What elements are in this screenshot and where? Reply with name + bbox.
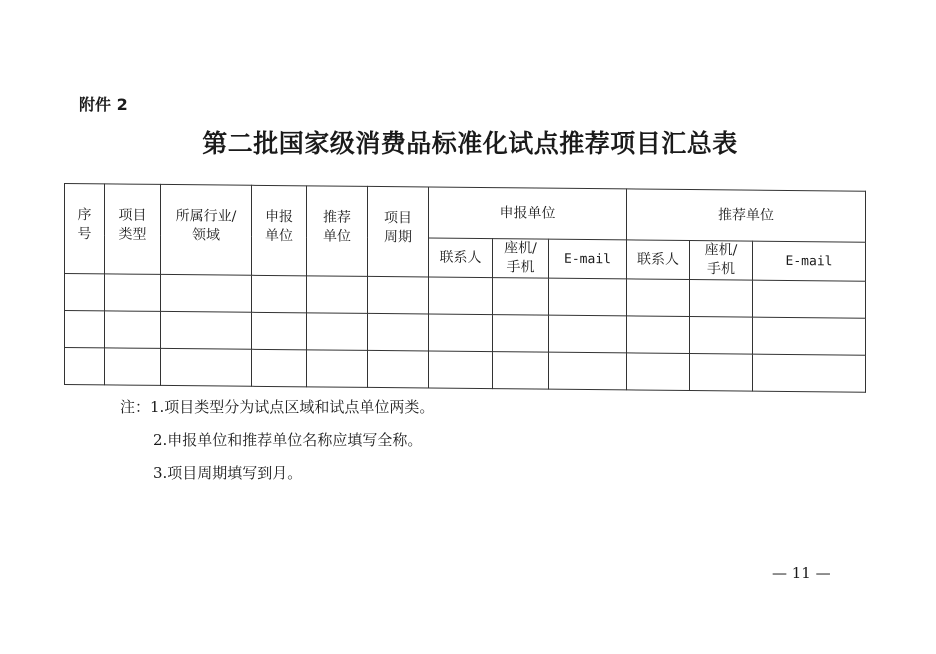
table-cell bbox=[252, 312, 307, 350]
table-cell bbox=[429, 314, 493, 352]
note-3: 3.项目周期填写到月。 bbox=[153, 464, 303, 482]
attachment-label: 附件 2 bbox=[79, 95, 128, 114]
table-cell bbox=[493, 315, 549, 353]
table-cell bbox=[549, 278, 627, 316]
subheader-cell-contact: 联系人 bbox=[429, 238, 493, 278]
table-cell bbox=[307, 276, 368, 314]
subheader-cell-phone: 座机/ 手机 bbox=[493, 239, 549, 279]
table-cell bbox=[493, 278, 549, 316]
table-cell bbox=[252, 275, 307, 313]
table-cell bbox=[105, 311, 161, 349]
table-cell bbox=[65, 311, 105, 348]
subheader-cell-phone: 座机/ 手机 bbox=[690, 241, 753, 281]
subheader-cell-email: E-mail bbox=[753, 241, 866, 281]
data-rows bbox=[65, 274, 866, 393]
table-cell bbox=[307, 350, 368, 388]
table-cell bbox=[627, 353, 690, 391]
table-cell bbox=[161, 348, 252, 386]
table-cell bbox=[493, 352, 549, 390]
table-cell bbox=[105, 348, 161, 386]
table-cell bbox=[690, 354, 753, 392]
header-cell-recommender-group: 推荐单位 bbox=[627, 189, 866, 242]
table-cell bbox=[368, 350, 429, 388]
subheader-cell-contact: 联系人 bbox=[627, 240, 690, 280]
subheader-cell-email: E-mail bbox=[549, 239, 627, 279]
table-cell bbox=[753, 317, 866, 355]
table-cell bbox=[549, 315, 627, 353]
table-cell bbox=[753, 280, 866, 318]
header-cell-industry: 所属行业/ 领域 bbox=[161, 184, 252, 275]
table-cell bbox=[549, 352, 627, 390]
table-cell bbox=[690, 317, 753, 355]
note-1: 注：1.项目类型分为试点区域和试点单位两类。 bbox=[120, 398, 435, 416]
table-cell bbox=[690, 280, 753, 318]
table-cell bbox=[307, 313, 368, 351]
table-cell bbox=[65, 348, 105, 385]
summary-table bbox=[64, 183, 866, 393]
table-cell bbox=[429, 351, 493, 389]
page-number: — 11 — bbox=[772, 564, 831, 582]
header-cell-type: 项目 类型 bbox=[105, 184, 161, 275]
table-cell bbox=[105, 274, 161, 312]
header-cell-seq: 序 号 bbox=[65, 184, 105, 274]
table-cell bbox=[627, 316, 690, 354]
note-2: 2.申报单位和推荐单位名称应填写全称。 bbox=[153, 431, 423, 449]
table-cell bbox=[161, 274, 252, 312]
table-cell bbox=[368, 276, 429, 314]
table-cell bbox=[627, 279, 690, 317]
table-row bbox=[65, 348, 866, 393]
table-cell bbox=[161, 311, 252, 349]
header-row bbox=[65, 184, 866, 243]
header-cell-period: 项目 周期 bbox=[368, 186, 429, 277]
table-cell bbox=[368, 313, 429, 351]
table-cell bbox=[65, 274, 105, 311]
header-cell-applicant: 申报 单位 bbox=[252, 185, 307, 276]
table-cell bbox=[252, 349, 307, 387]
header-cell-recommender: 推荐 单位 bbox=[307, 186, 368, 277]
document-title: 第二批国家级消费品标准化试点推荐项目汇总表 bbox=[202, 129, 738, 158]
table-cell bbox=[753, 354, 866, 392]
header-cell-applicant-group: 申报单位 bbox=[429, 187, 627, 240]
table-cell bbox=[429, 277, 493, 315]
